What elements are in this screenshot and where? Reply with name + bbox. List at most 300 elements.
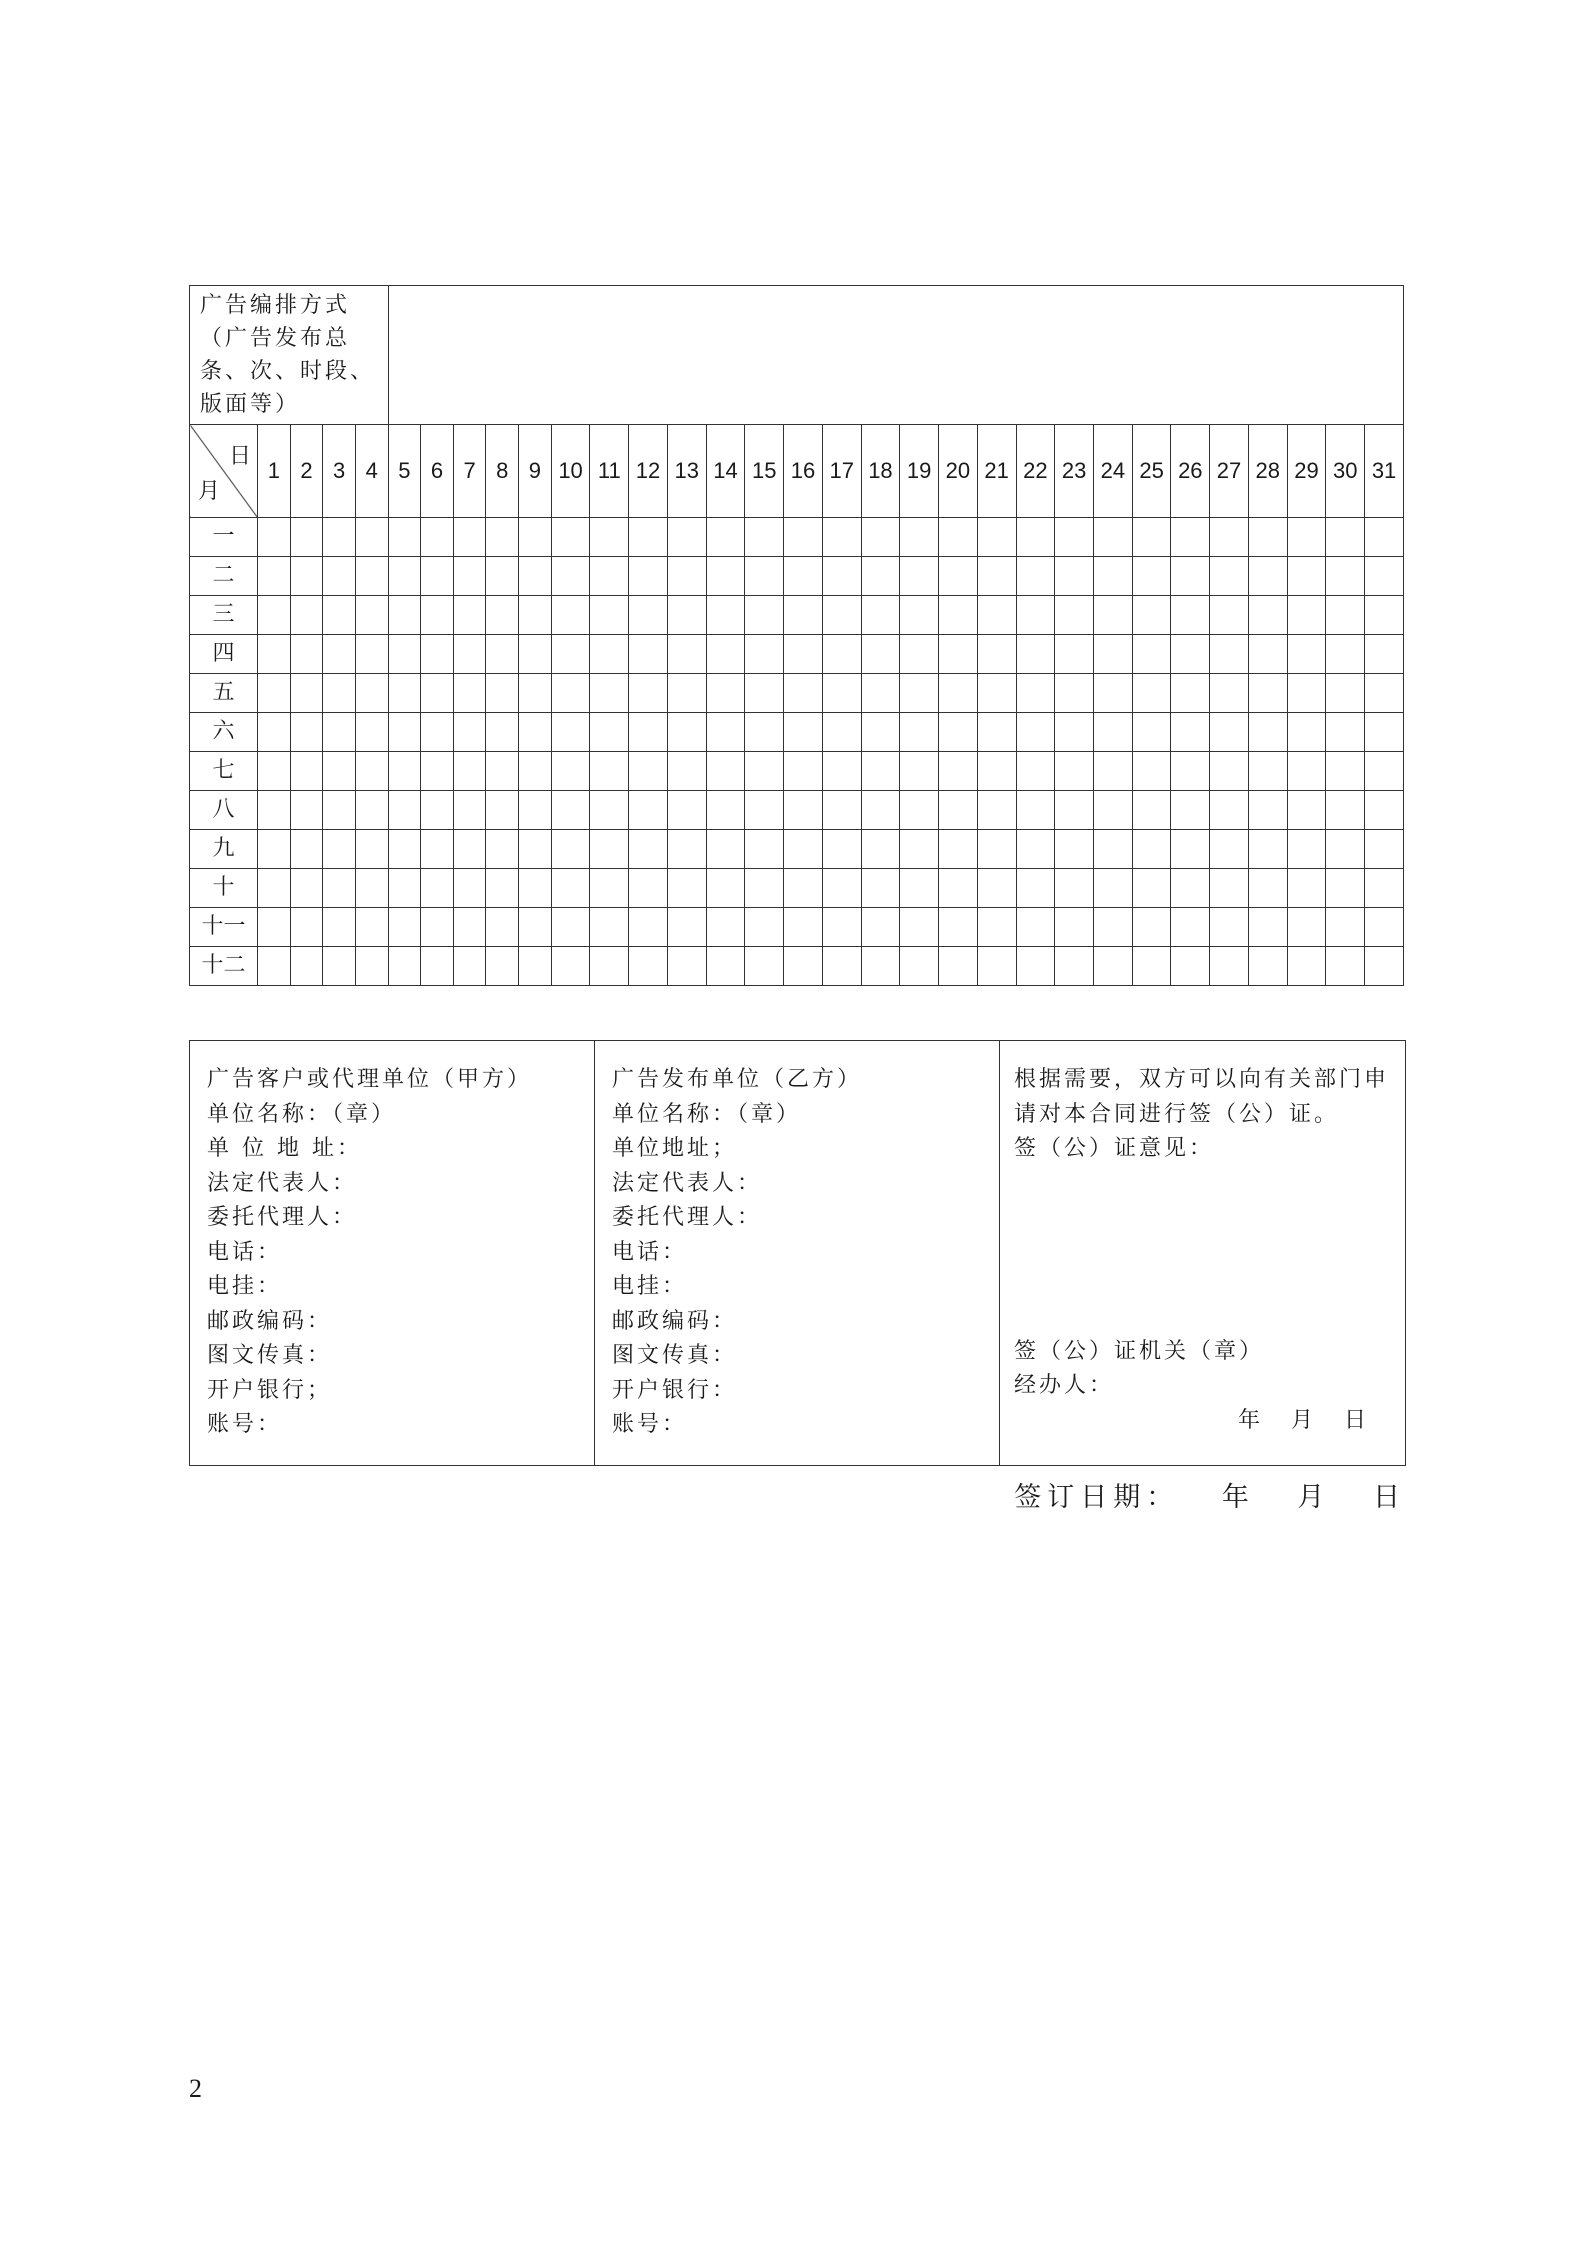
schedule-cell[interactable]	[706, 557, 745, 596]
schedule-cell[interactable]	[784, 596, 823, 635]
schedule-cell[interactable]	[1210, 518, 1249, 557]
schedule-cell[interactable]	[1055, 830, 1094, 869]
schedule-cell[interactable]	[1365, 674, 1404, 713]
schedule-cell[interactable]	[745, 752, 784, 791]
schedule-cell[interactable]	[590, 752, 629, 791]
schedule-cell[interactable]	[323, 947, 356, 986]
schedule-cell[interactable]	[590, 830, 629, 869]
party-b-cell[interactable]	[595, 1041, 1000, 1466]
schedule-cell[interactable]	[900, 596, 939, 635]
schedule-cell[interactable]	[1055, 635, 1094, 674]
schedule-cell[interactable]	[453, 674, 486, 713]
schedule-cell[interactable]	[551, 752, 590, 791]
schedule-cell[interactable]	[258, 557, 291, 596]
schedule-cell[interactable]	[323, 869, 356, 908]
schedule-cell[interactable]	[1093, 908, 1132, 947]
schedule-cell[interactable]	[1093, 830, 1132, 869]
schedule-cell[interactable]	[290, 596, 323, 635]
schedule-cell[interactable]	[1210, 908, 1249, 947]
schedule-cell[interactable]	[1210, 596, 1249, 635]
schedule-cell[interactable]	[551, 947, 590, 986]
schedule-cell[interactable]	[258, 908, 291, 947]
schedule-cell[interactable]	[939, 674, 978, 713]
schedule-cell[interactable]	[745, 947, 784, 986]
schedule-cell[interactable]	[1093, 869, 1132, 908]
schedule-cell[interactable]	[1171, 557, 1210, 596]
schedule-cell[interactable]	[519, 557, 552, 596]
schedule-cell[interactable]	[551, 635, 590, 674]
schedule-cell[interactable]	[629, 557, 668, 596]
schedule-cell[interactable]	[1210, 674, 1249, 713]
schedule-cell[interactable]	[453, 830, 486, 869]
schedule-cell[interactable]	[1210, 557, 1249, 596]
schedule-cell[interactable]	[745, 830, 784, 869]
schedule-cell[interactable]	[1326, 557, 1365, 596]
schedule-cell[interactable]	[1248, 518, 1287, 557]
schedule-cell[interactable]	[1210, 752, 1249, 791]
schedule-cell[interactable]	[1171, 752, 1210, 791]
schedule-cell[interactable]	[1326, 830, 1365, 869]
schedule-cell[interactable]	[290, 830, 323, 869]
schedule-cell[interactable]	[1055, 869, 1094, 908]
schedule-cell[interactable]	[667, 557, 706, 596]
schedule-cell[interactable]	[745, 713, 784, 752]
schedule-cell[interactable]	[1093, 518, 1132, 557]
schedule-cell[interactable]	[822, 596, 861, 635]
schedule-cell[interactable]	[629, 830, 668, 869]
schedule-cell[interactable]	[355, 518, 388, 557]
schedule-cell[interactable]	[706, 674, 745, 713]
schedule-cell[interactable]	[861, 518, 900, 557]
schedule-cell[interactable]	[388, 518, 421, 557]
schedule-cell[interactable]	[590, 713, 629, 752]
schedule-cell[interactable]	[1365, 752, 1404, 791]
schedule-cell[interactable]	[706, 635, 745, 674]
schedule-cell[interactable]	[388, 869, 421, 908]
schedule-cell[interactable]	[486, 635, 519, 674]
schedule-cell[interactable]	[822, 752, 861, 791]
schedule-cell[interactable]	[1365, 596, 1404, 635]
schedule-cell[interactable]	[1248, 869, 1287, 908]
schedule-cell[interactable]	[258, 947, 291, 986]
schedule-cell[interactable]	[706, 908, 745, 947]
schedule-cell[interactable]	[1287, 947, 1326, 986]
schedule-cell[interactable]	[388, 635, 421, 674]
schedule-cell[interactable]	[323, 557, 356, 596]
schedule-cell[interactable]	[1093, 947, 1132, 986]
schedule-cell[interactable]	[745, 908, 784, 947]
party-a-cell[interactable]	[190, 1041, 595, 1466]
schedule-cell[interactable]	[745, 518, 784, 557]
schedule-cell[interactable]	[629, 752, 668, 791]
schedule-cell[interactable]	[486, 947, 519, 986]
schedule-cell[interactable]	[706, 869, 745, 908]
schedule-cell[interactable]	[900, 947, 939, 986]
schedule-cell[interactable]	[1248, 596, 1287, 635]
schedule-cell[interactable]	[1016, 596, 1055, 635]
schedule-cell[interactable]	[1248, 908, 1287, 947]
schedule-cell[interactable]	[486, 713, 519, 752]
schedule-cell[interactable]	[519, 635, 552, 674]
schedule-cell[interactable]	[629, 869, 668, 908]
schedule-cell[interactable]	[388, 713, 421, 752]
schedule-cell[interactable]	[421, 869, 454, 908]
schedule-cell[interactable]	[1016, 908, 1055, 947]
schedule-cell[interactable]	[1132, 908, 1171, 947]
schedule-cell[interactable]	[939, 557, 978, 596]
schedule-cell[interactable]	[388, 830, 421, 869]
schedule-cell[interactable]	[551, 830, 590, 869]
schedule-cell[interactable]	[822, 518, 861, 557]
schedule-cell[interactable]	[258, 518, 291, 557]
schedule-cell[interactable]	[900, 557, 939, 596]
schedule-cell[interactable]	[1248, 713, 1287, 752]
schedule-cell[interactable]	[519, 908, 552, 947]
schedule-cell[interactable]	[1132, 635, 1171, 674]
schedule-cell[interactable]	[1093, 557, 1132, 596]
schedule-cell[interactable]	[1248, 830, 1287, 869]
schedule-cell[interactable]	[590, 869, 629, 908]
schedule-cell[interactable]	[1016, 791, 1055, 830]
schedule-cell[interactable]	[706, 713, 745, 752]
schedule-cell[interactable]	[939, 908, 978, 947]
schedule-cell[interactable]	[1365, 557, 1404, 596]
schedule-cell[interactable]	[1171, 830, 1210, 869]
schedule-cell[interactable]	[486, 830, 519, 869]
schedule-cell[interactable]	[1055, 752, 1094, 791]
layout-value-cell[interactable]	[388, 286, 1403, 425]
schedule-cell[interactable]	[784, 908, 823, 947]
schedule-cell[interactable]	[486, 869, 519, 908]
schedule-cell[interactable]	[519, 830, 552, 869]
schedule-cell[interactable]	[1055, 596, 1094, 635]
schedule-cell[interactable]	[590, 908, 629, 947]
schedule-cell[interactable]	[861, 908, 900, 947]
schedule-cell[interactable]	[486, 557, 519, 596]
schedule-cell[interactable]	[667, 947, 706, 986]
schedule-cell[interactable]	[590, 635, 629, 674]
schedule-cell[interactable]	[421, 791, 454, 830]
schedule-cell[interactable]	[629, 635, 668, 674]
schedule-cell[interactable]	[355, 830, 388, 869]
schedule-cell[interactable]	[667, 518, 706, 557]
schedule-cell[interactable]	[355, 713, 388, 752]
schedule-cell[interactable]	[1171, 674, 1210, 713]
schedule-cell[interactable]	[453, 869, 486, 908]
schedule-cell[interactable]	[551, 791, 590, 830]
schedule-cell[interactable]	[900, 830, 939, 869]
schedule-cell[interactable]	[1171, 713, 1210, 752]
schedule-cell[interactable]	[1016, 635, 1055, 674]
schedule-cell[interactable]	[388, 791, 421, 830]
schedule-cell[interactable]	[629, 908, 668, 947]
schedule-cell[interactable]	[784, 713, 823, 752]
schedule-cell[interactable]	[1287, 752, 1326, 791]
schedule-cell[interactable]	[421, 752, 454, 791]
schedule-cell[interactable]	[706, 752, 745, 791]
schedule-cell[interactable]	[822, 908, 861, 947]
schedule-cell[interactable]	[355, 557, 388, 596]
schedule-cell[interactable]	[1287, 557, 1326, 596]
schedule-cell[interactable]	[861, 830, 900, 869]
schedule-cell[interactable]	[900, 674, 939, 713]
schedule-cell[interactable]	[900, 713, 939, 752]
schedule-cell[interactable]	[1055, 908, 1094, 947]
schedule-cell[interactable]	[900, 908, 939, 947]
schedule-cell[interactable]	[977, 674, 1016, 713]
schedule-cell[interactable]	[1365, 518, 1404, 557]
schedule-cell[interactable]	[1016, 752, 1055, 791]
schedule-cell[interactable]	[861, 791, 900, 830]
schedule-cell[interactable]	[1132, 869, 1171, 908]
schedule-cell[interactable]	[1287, 596, 1326, 635]
schedule-cell[interactable]	[1016, 947, 1055, 986]
schedule-cell[interactable]	[977, 908, 1016, 947]
schedule-cell[interactable]	[939, 947, 978, 986]
schedule-cell[interactable]	[667, 752, 706, 791]
schedule-cell[interactable]	[258, 752, 291, 791]
schedule-cell[interactable]	[1248, 674, 1287, 713]
schedule-cell[interactable]	[453, 557, 486, 596]
schedule-cell[interactable]	[290, 947, 323, 986]
schedule-cell[interactable]	[667, 908, 706, 947]
schedule-cell[interactable]	[590, 518, 629, 557]
schedule-cell[interactable]	[1093, 635, 1132, 674]
schedule-cell[interactable]	[1287, 635, 1326, 674]
schedule-cell[interactable]	[486, 518, 519, 557]
schedule-cell[interactable]	[421, 947, 454, 986]
schedule-cell[interactable]	[1016, 674, 1055, 713]
schedule-cell[interactable]	[939, 869, 978, 908]
schedule-cell[interactable]	[745, 557, 784, 596]
schedule-cell[interactable]	[453, 947, 486, 986]
schedule-cell[interactable]	[323, 674, 356, 713]
schedule-cell[interactable]	[590, 791, 629, 830]
schedule-cell[interactable]	[745, 596, 784, 635]
schedule-cell[interactable]	[861, 596, 900, 635]
schedule-cell[interactable]	[861, 557, 900, 596]
schedule-cell[interactable]	[629, 674, 668, 713]
schedule-cell[interactable]	[1210, 635, 1249, 674]
schedule-cell[interactable]	[1016, 518, 1055, 557]
schedule-cell[interactable]	[1132, 752, 1171, 791]
schedule-cell[interactable]	[1365, 947, 1404, 986]
schedule-cell[interactable]	[977, 596, 1016, 635]
schedule-cell[interactable]	[486, 908, 519, 947]
schedule-cell[interactable]	[388, 947, 421, 986]
schedule-cell[interactable]	[355, 908, 388, 947]
schedule-cell[interactable]	[421, 713, 454, 752]
schedule-cell[interactable]	[977, 791, 1016, 830]
schedule-cell[interactable]	[977, 713, 1016, 752]
schedule-cell[interactable]	[355, 596, 388, 635]
schedule-cell[interactable]	[290, 518, 323, 557]
schedule-cell[interactable]	[1132, 518, 1171, 557]
schedule-cell[interactable]	[822, 635, 861, 674]
schedule-cell[interactable]	[1171, 635, 1210, 674]
schedule-cell[interactable]	[1365, 830, 1404, 869]
schedule-cell[interactable]	[745, 635, 784, 674]
schedule-cell[interactable]	[421, 518, 454, 557]
schedule-cell[interactable]	[629, 596, 668, 635]
schedule-cell[interactable]	[1287, 791, 1326, 830]
schedule-cell[interactable]	[1016, 830, 1055, 869]
schedule-cell[interactable]	[421, 674, 454, 713]
schedule-cell[interactable]	[323, 713, 356, 752]
schedule-cell[interactable]	[388, 908, 421, 947]
schedule-cell[interactable]	[629, 947, 668, 986]
schedule-cell[interactable]	[861, 947, 900, 986]
schedule-cell[interactable]	[706, 791, 745, 830]
schedule-cell[interactable]	[355, 674, 388, 713]
schedule-cell[interactable]	[977, 869, 1016, 908]
schedule-cell[interactable]	[519, 947, 552, 986]
schedule-cell[interactable]	[1326, 869, 1365, 908]
schedule-cell[interactable]	[1326, 596, 1365, 635]
schedule-cell[interactable]	[486, 674, 519, 713]
schedule-cell[interactable]	[519, 791, 552, 830]
schedule-cell[interactable]	[1132, 674, 1171, 713]
schedule-cell[interactable]	[1055, 791, 1094, 830]
schedule-cell[interactable]	[861, 635, 900, 674]
schedule-cell[interactable]	[1365, 635, 1404, 674]
schedule-cell[interactable]	[822, 947, 861, 986]
schedule-cell[interactable]	[453, 713, 486, 752]
schedule-cell[interactable]	[1287, 869, 1326, 908]
schedule-cell[interactable]	[1210, 713, 1249, 752]
schedule-cell[interactable]	[551, 908, 590, 947]
schedule-cell[interactable]	[1055, 947, 1094, 986]
schedule-cell[interactable]	[900, 752, 939, 791]
schedule-cell[interactable]	[1210, 947, 1249, 986]
schedule-cell[interactable]	[355, 752, 388, 791]
schedule-cell[interactable]	[519, 596, 552, 635]
schedule-cell[interactable]	[388, 596, 421, 635]
notary-cell[interactable]	[1000, 1041, 1406, 1466]
schedule-cell[interactable]	[1171, 908, 1210, 947]
schedule-cell[interactable]	[323, 518, 356, 557]
schedule-cell[interactable]	[706, 830, 745, 869]
schedule-cell[interactable]	[1210, 869, 1249, 908]
schedule-cell[interactable]	[551, 596, 590, 635]
schedule-cell[interactable]	[1210, 791, 1249, 830]
schedule-cell[interactable]	[1326, 908, 1365, 947]
schedule-cell[interactable]	[1287, 674, 1326, 713]
schedule-cell[interactable]	[421, 908, 454, 947]
schedule-cell[interactable]	[290, 557, 323, 596]
schedule-cell[interactable]	[258, 830, 291, 869]
schedule-cell[interactable]	[861, 869, 900, 908]
schedule-cell[interactable]	[519, 674, 552, 713]
schedule-cell[interactable]	[453, 752, 486, 791]
schedule-cell[interactable]	[939, 830, 978, 869]
schedule-cell[interactable]	[1132, 713, 1171, 752]
schedule-cell[interactable]	[784, 830, 823, 869]
schedule-cell[interactable]	[861, 713, 900, 752]
schedule-cell[interactable]	[323, 830, 356, 869]
schedule-cell[interactable]	[1287, 908, 1326, 947]
schedule-cell[interactable]	[1132, 596, 1171, 635]
schedule-cell[interactable]	[1055, 518, 1094, 557]
schedule-cell[interactable]	[784, 869, 823, 908]
schedule-cell[interactable]	[453, 791, 486, 830]
schedule-cell[interactable]	[706, 596, 745, 635]
schedule-cell[interactable]	[551, 557, 590, 596]
schedule-cell[interactable]	[1248, 791, 1287, 830]
schedule-cell[interactable]	[290, 674, 323, 713]
schedule-cell[interactable]	[1016, 713, 1055, 752]
schedule-cell[interactable]	[551, 518, 590, 557]
schedule-cell[interactable]	[861, 674, 900, 713]
schedule-cell[interactable]	[519, 518, 552, 557]
schedule-cell[interactable]	[1016, 869, 1055, 908]
schedule-cell[interactable]	[939, 635, 978, 674]
schedule-cell[interactable]	[1210, 830, 1249, 869]
schedule-cell[interactable]	[822, 830, 861, 869]
schedule-cell[interactable]	[1171, 869, 1210, 908]
schedule-cell[interactable]	[1093, 596, 1132, 635]
schedule-cell[interactable]	[1365, 713, 1404, 752]
schedule-cell[interactable]	[1326, 791, 1365, 830]
schedule-cell[interactable]	[1248, 635, 1287, 674]
schedule-cell[interactable]	[519, 869, 552, 908]
schedule-cell[interactable]	[667, 674, 706, 713]
schedule-cell[interactable]	[323, 791, 356, 830]
schedule-cell[interactable]	[551, 674, 590, 713]
schedule-cell[interactable]	[1365, 791, 1404, 830]
schedule-cell[interactable]	[784, 635, 823, 674]
schedule-cell[interactable]	[1326, 752, 1365, 791]
schedule-cell[interactable]	[1093, 752, 1132, 791]
schedule-cell[interactable]	[1248, 752, 1287, 791]
schedule-cell[interactable]	[667, 596, 706, 635]
schedule-cell[interactable]	[1171, 518, 1210, 557]
schedule-cell[interactable]	[977, 518, 1016, 557]
schedule-cell[interactable]	[977, 752, 1016, 791]
schedule-cell[interactable]	[667, 869, 706, 908]
schedule-cell[interactable]	[1093, 713, 1132, 752]
schedule-cell[interactable]	[706, 518, 745, 557]
schedule-cell[interactable]	[1132, 947, 1171, 986]
schedule-cell[interactable]	[977, 635, 1016, 674]
schedule-cell[interactable]	[258, 635, 291, 674]
schedule-cell[interactable]	[1132, 791, 1171, 830]
schedule-cell[interactable]	[1287, 713, 1326, 752]
schedule-cell[interactable]	[421, 635, 454, 674]
schedule-cell[interactable]	[784, 947, 823, 986]
schedule-cell[interactable]	[1326, 674, 1365, 713]
schedule-cell[interactable]	[290, 869, 323, 908]
schedule-cell[interactable]	[1171, 596, 1210, 635]
schedule-cell[interactable]	[388, 674, 421, 713]
schedule-cell[interactable]	[822, 869, 861, 908]
schedule-cell[interactable]	[453, 596, 486, 635]
schedule-cell[interactable]	[977, 557, 1016, 596]
schedule-cell[interactable]	[388, 557, 421, 596]
schedule-cell[interactable]	[861, 752, 900, 791]
schedule-cell[interactable]	[977, 947, 1016, 986]
schedule-cell[interactable]	[388, 752, 421, 791]
schedule-cell[interactable]	[1171, 791, 1210, 830]
schedule-cell[interactable]	[1055, 713, 1094, 752]
schedule-cell[interactable]	[1016, 557, 1055, 596]
schedule-cell[interactable]	[323, 908, 356, 947]
schedule-cell[interactable]	[590, 557, 629, 596]
schedule-cell[interactable]	[745, 869, 784, 908]
schedule-cell[interactable]	[258, 713, 291, 752]
schedule-cell[interactable]	[421, 596, 454, 635]
schedule-cell[interactable]	[486, 752, 519, 791]
